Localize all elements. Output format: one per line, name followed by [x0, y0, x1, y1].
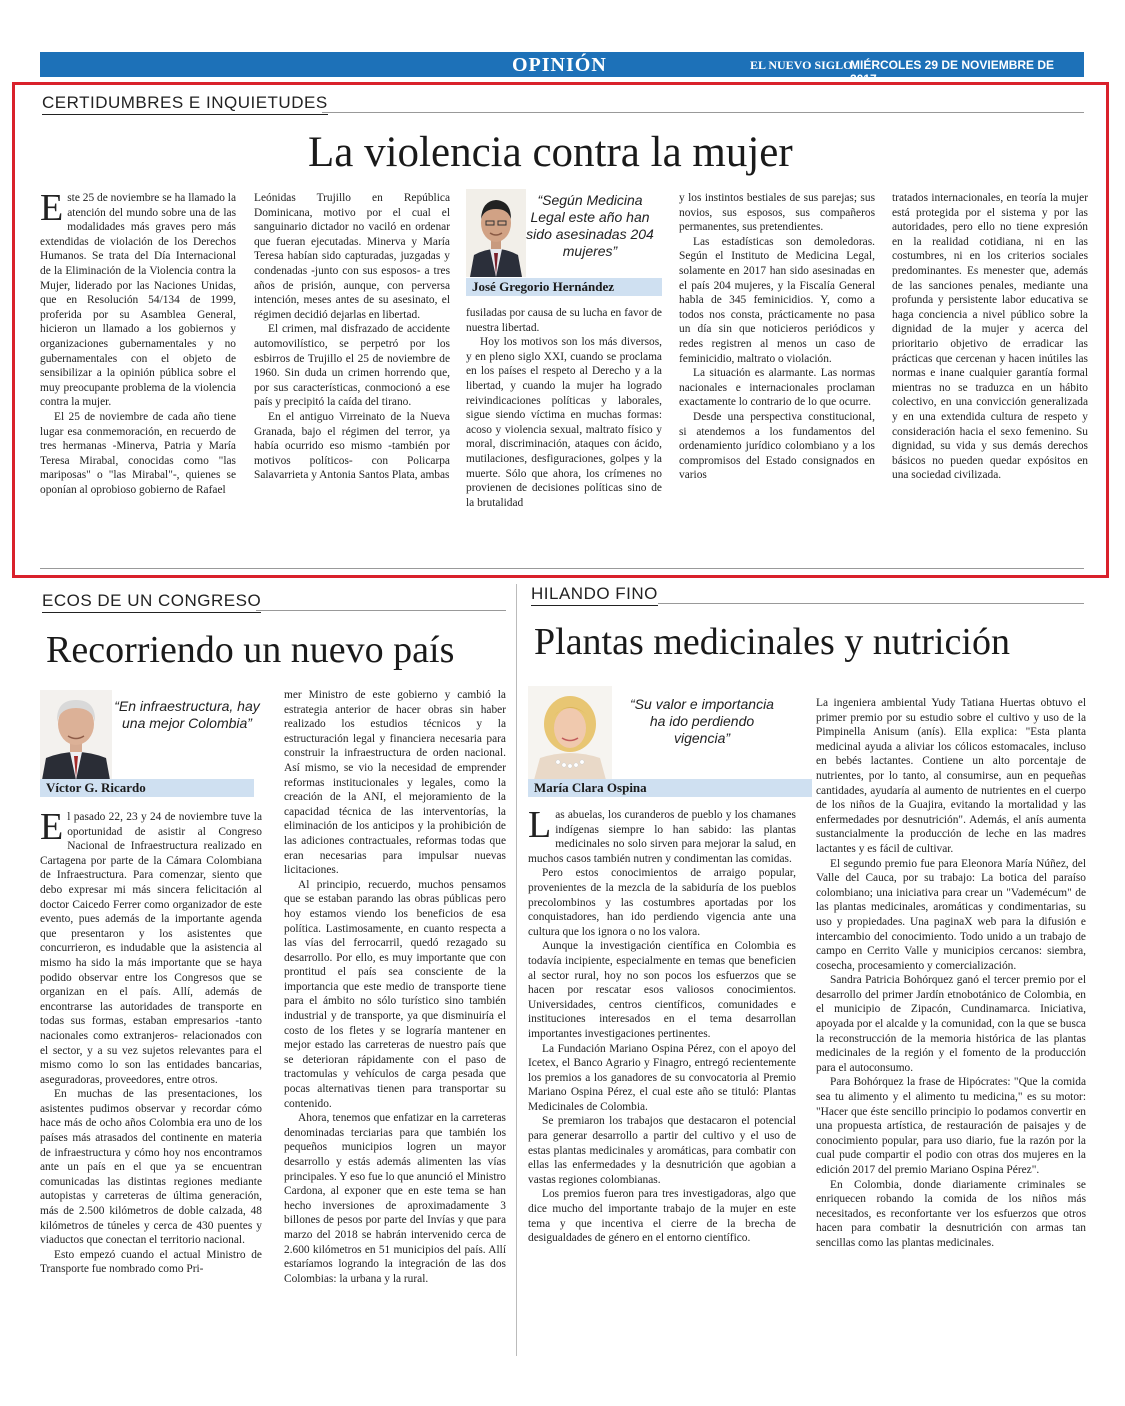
- paragraph: Esto empezó cuando el actual Ministro de Transporte fue nombrado como Pri-: [40, 1248, 262, 1276]
- author-byline: María Clara Ospina: [528, 779, 812, 797]
- paragraph: Aunque la investigación científica en Colombia es todavía incipiente, especialmente en temas que beneficien al sector rural, hoy no son pocos los esfuerzos que se hacen por rescatar esos valiosos conocimientos. Universidades, centros científicos, comunidades e instituciones interesados en el tema desarrollan importantes investigaciones pertinentes.: [528, 940, 796, 1040]
- author-photo: [466, 189, 526, 277]
- paragraph: fusiladas por causa de su lucha en favor de nuestra libertad.: [466, 307, 662, 334]
- article3-kicker: HILANDO FINO: [531, 584, 658, 606]
- paragraph: En muchas de las presentaciones, los asistentes pudimos observar y recordar cómo hace más de ocho años Colombia era uno de los países más atrasados del continente en materia de infraestructura y cómo hoy nos encontramos ante un país en el que ya se encuentran comunicadas las distintas regiones mediante autopistas y carreteras de última generación, más de 2.500 kilómetros de doble calzada, 48 kilómetros de túneles y cerca de 430 puentes y viaductos que conectan el territorio nacional.: [40, 1088, 262, 1247]
- article1-headline: La violencia contra la mujer: [308, 129, 793, 176]
- paragraph: ste 25 de noviembre se ha llamado la atención del mundo sobre una de las modalidades más graves pero más extendidas de violación de los Derechos Humanos. Se trata del Día Internacional de la Eliminación de la Violencia contra la Mujer, liderado por las Naciones Unidas, que en Resolución 54/134 de 1999, proferida por su Asamblea General, hicieron un llamado a los gobiernos y organizaciones gubernamentales y no gubernamentales con el objeto de sensibilizar a la opinión pública sobre el muy preocupante problema de la violencia contra la mujer.: [40, 192, 236, 409]
- section-divider: [40, 568, 1084, 569]
- paragraph: Hoy los motivos son los más diversos, y en pleno siglo XXI, cuando se proclama en los países el respeto al Derecho y a la libertad, y cuando la mujer ha logrado reivindicaciones políticas y laborales, sigue siendo víctima en muchas formas: acoso y violencia sexual, maltrato físico y moral, discriminación, ataques con ácido, mutilaciones, desfiguraciones, golpes y la muerte. Sólo que ahora, los crímenes no provienen de decisiones políticas sino de la brutalidad: [466, 336, 662, 509]
- paragraph: En Colombia, donde diariamente criminales se enriquecen robando la comida de los niños más necesitados, es reconfortante ver los esfuerzos que otros hacen para combatir la desnutrición con armas tan sencillas como las plantas medicinales.: [816, 1178, 1086, 1249]
- paragraph: La situación es alarmante. Las normas nacionales e internacionales proclaman exactamente lo contrario de lo que ocurre.: [679, 367, 875, 409]
- paragraph: as abuelas, los curanderos de pueblo y los chamanes indígenas siempre lo han sabido: las plantas medicinales no solo sirven para mejorar la salud, en muchos casos también nutren y condimentan las comidas.: [528, 809, 796, 865]
- dropcap: L: [528, 808, 552, 846]
- paragraph: La Fundación Mariano Ospina Pérez, con el apoyo del Icetex, el Banco Agrario y Finagro, entregó recientemente los premios a los ganadores de su convocatoria al Premio Mariano Ospina Pérez, el cual este año se tituló: Plantas Medicinales de Colombia.: [528, 1042, 796, 1113]
- dropcap: E: [40, 191, 64, 229]
- paragraph: Ahora, tenemos que enfatizar en la carreteras denominadas terciarias para que también los pequeños municipios logren un mayor desarrollo y estás además alimenten las vías principales. Y eso fue lo que anunció el Ministro Cardona, al exponer que en este tema se han hecho inversiones de aproximadamente 3 billones de pesos por parte del Invías y que para marzo del 2018 se habrán intervenido cerca de 2.600 kilómetros en 51 municipios del país. Allí estaríamos logrando la integración de las dos Colombias: la urbana y la rural.: [284, 1112, 506, 1285]
- masthead-bar: [40, 52, 1118, 86]
- paragraph: Pero estos conocimientos de arraigo popular, provenientes de la mezcla de la sabiduría de los pueblos precolombinos y las costumbres aportadas por los conquistadores, han ido perdiendo vigencia ante una cultura que los ignora o no los valora.: [528, 867, 796, 938]
- article2-column-1: [40, 810, 262, 1355]
- dropcap: E: [40, 810, 64, 848]
- paragraph: El crimen, mal disfrazado de accidente automovilístico, se perpetró por los esbirros de Trujillo el 25 de noviembre de 1960. Sin duda un crimen horrendo que, por sus características, conmocionó a ese país y precipitó la caída del tirano.: [254, 323, 450, 409]
- paragraph: En el antiguo Virreinato de la Nueva Granada, bajo el régimen del terror, ya había ocurrido eso mismo -también por motivos políticos- con Policarpa Salavarrieta y Antonia Santos Plata, ambas: [254, 410, 450, 482]
- paragraph: La ingeniera ambiental Yudy Tatiana Huertas obtuvo el primer premio por su estudio sobre el cultivo y uso de la Pimpinella Anisum (anís). Ella explica: "Esta planta medicinal ayuda a aliviar los cólicos estomacales, incluso en bebés lactantes. Contiene un alto porcentaje de nutrientes, por lo tanto, al consumirse, aun en pequeñas cantidades, ayudaría al aumento de nutrientes en el cuerpo de los niños de la Guajira, evitando la mortalidad y las enfermedades por desnutrición". Además, el anís aumenta sustancialmente la producción de leche en las madres lactantes y es fácil de cultivar.: [816, 697, 1086, 855]
- paragraph: Al principio, recuerdo, muchos pensamos que se estaban parando las obras públicas pero hoy estamos viendo los beneficios de esa política. Lastimosamente, en cuanto respecta a las vías del ferrocarril, quedó rezagado su desarrollo. Por ello, es muy importante que con prontitud el país sea consciente de la importancia que este medio de transporte tiene para el ámbito no sólo turístico sino también industrial y de transporte, ya que disminuiría el costo de los fletes y se lograría mantener en mejor estado las carreteras de nuestro país que se deterioran rápidamente con el paso de tractomulas y vehículos de carga pesada que pocas alternativas tienen para transportar su contenido.: [284, 878, 506, 1110]
- pull-quote: “En infraestructura, hay una mejor Colombia”: [114, 698, 260, 731]
- kicker-rule: [658, 603, 1084, 604]
- article3-column-1: [528, 808, 796, 1355]
- author-photo: [40, 690, 112, 780]
- pull-quote: “Según Medicina Legal este año han sido asesinadas 204 mujeres”: [526, 192, 654, 259]
- article2-headline: Recorriendo un nuevo país: [46, 629, 455, 671]
- paragraph: y los instintos bestiales de sus parejas; sus novios, sus esposos, sus compañeros permanentes, sus pretendientes.: [679, 192, 875, 234]
- paragraph: Se premiaron los trabajos que destacaron el potencial para generar desarrollo a partir del cultivo y el uso de estas plantas medicinales y aromáticas, para combatir con ellas las enfermedades y la desnutrición que agobian a vastas regiones colombianas.: [528, 1115, 796, 1186]
- paragraph: Los premios fueron para tres investigadoras, algo que dice mucho del importante trabajo de la mujer en este tema y que incentiva el cierre de la brecha de desigualdades de género en el entorno científico.: [528, 1188, 796, 1245]
- article1-column-5: [892, 191, 1088, 559]
- author-byline: José Gregorio Hernández: [466, 278, 662, 296]
- article2-kicker: ECOS DE UN CONGRESO: [42, 591, 261, 613]
- paragraph: El 25 de noviembre de cada año tiene lugar esa conmemoración, en recuerdo de tres hermanas -Minerva, Patria y María Teresa Mirabal, conocidas como "las mariposas" o "las Mirabal"-, quienes se oponían al oprobioso gobierno de Rafael: [40, 410, 236, 496]
- section-name: OPINIÓN: [512, 54, 607, 76]
- article1-kicker: CERTIDUMBRES E INQUIETUDES: [42, 93, 328, 115]
- article1-column-2: [254, 191, 450, 559]
- pull-quote: “Su valor e importancia ha ido perdiendo vigencia”: [630, 696, 774, 746]
- newspaper-name: EL NUEVO SIGLO: [750, 58, 853, 72]
- paragraph: mer Ministro de este gobierno y cambió la estrategia anterior de hacer obras sin haber realizado los estudios técnicos y la estructuración legal y financiera necesaria para construir la infraestructura de orden nacional. Así mismo, se vio la necesidad de emprender reformas institucionales y legales, como la creación de la ANI, el mejoramiento de la capacidad técnica de las interventorías, la eliminación de los anticipos y la prohibición de las adiciones contractuales, reformas todas que eran necesarias para impulsar nuevas licitaciones.: [284, 689, 506, 877]
- article2-column-2: [284, 688, 506, 1355]
- author-photo: [528, 686, 612, 780]
- issue-date: MIÉRCOLES 29 DE NOVIEMBRE DE 2017: [850, 58, 1055, 86]
- paragraph: Leónidas Trujillo en República Dominicana, motivo por el cual el sanguinario dictador no vaciló en ordenar que fueran ejecutadas. Minerva y María Teresa habían sido capturadas, juzgadas y condenadas -junto con sus esposos- a tres años de prisión, aunque, con perversa intención, meses antes de su asesinato, el régimen decidió dejarlas en libertad.: [254, 192, 450, 321]
- article3-headline: Plantas medicinales y nutrición: [534, 621, 1010, 663]
- paragraph: Las estadísticas son demoledoras. Según el Instituto de Medicina Legal, solamente en 2017 han sido asesinadas en el país 204 mujeres, y la Fiscalía General habla de 345 feminicidios. Y, como a todos nos consta, prácticamente no pasa un día sin que noticieros periódicos y redes registren al menos un caso de feminicidio, maltrato o violación.: [679, 235, 875, 365]
- paragraph: Sandra Patricia Bohórquez ganó el tercer premio por el desarrollo del primer Jardín etnobotánico de Colombia, en el municipio de Zipacón, Cundinamarca. Iniciativa, apoyada por el alcalde y la comunidad, con la que se busca la reconstrucción de la memoria histórica de las plantas medicinales de la región y el fomento de la producción para el autoconsumo.: [816, 974, 1086, 1074]
- author-byline: Víctor G. Ricardo: [40, 779, 254, 797]
- paragraph: tratados internacionales, en teoría la mujer está protegida por el sistema y por las autoridades, pero ello no tiene expresión en la realidad cotidiana, ni en las costumbres, ni en los criterios sociales predominantes. Es menester que, además de las sanciones penales, mediante una profunda y persistente labor educativa se haga conciencia a nivel público sobre la dignidad de la mujer y acerca del prioritario objetivo de erradicar las prácticas que cercenan y hacen inútiles las normas e inane cualquier garantía formal mientras no se traduzca en un hábito colectivo, en una convicción generalizada y en una extendida cultura de respeto y consideración hacia el sexo femenino. Su dignidad, su vida y sus demás derechos básicos no pueden quedar expósitos en una sociedad civilizada.: [892, 192, 1088, 482]
- paragraph: Desde una perspectiva constitucional, si atendemos a los fundamentos del ordenamiento jurídico colombiano y a los compromisos del Estado consignados en varios: [679, 410, 875, 482]
- column-divider: [516, 584, 517, 1356]
- paragraph: El segundo premio fue para Eleonora María Núñez, del Valle del Cauca, por su trabajo: La botica del paraíso colombiano; una iniciativa para crear un "Vademécum" de las plantas medicinales, aromáticas y condimentarias, su uso y propiedades. Una paginaX web para la difusión e intercambio del conocimiento. Todo unido a un trabajo de campo en Cerrito Valle y municipios cercanos: siembra, cosecha, procesamiento y comercialización.: [816, 857, 1086, 972]
- paragraph: l pasado 22, 23 y 24 de noviembre tuve la oportunidad de asistir al Congreso Nacional de Infraestructura realizado en Cartagena por parte de la Cámara Colombiana de Infraestructura. Para comenzar, siento que debo expresar mi más sincera felicitación al doctor Caicedo Ferrer como organizador de este evento, pues además de la importante agenda que presentaron y los asistentes que concurrieron, es indudable que la asistencia al mismo ha sido la más importante que se haya podido observar entre los Congresos que se organizan en el país. Allí, además de encontrarse las autoridades de transporte en todas sus formas, estaban empresarios -tanto nacionales como extranjeros- relacionados con el sector, y a su vez sujetos relevantes para el mismo como lo son las entidades bancarias, aseguradoras, proveedores, entre otros.: [40, 811, 262, 1086]
- page-number: 9A: [1092, 52, 1118, 74]
- paragraph: Para Bohórquez la frase de Hipócrates: "Que la comida sea tu alimento y el alimento tu medicina," es su motor: "Hacer que éste sencillo principio lo podamos convertir en una propuesta artística, de restauración de paisajes y de conocimiento popular, para uso diario, fue la razón por la cual pude compartir el podio con otras dos mujeres en la edición 2017 del premio Mariano Ospina Pérez".: [816, 1076, 1086, 1176]
- article1-column-4: [679, 191, 875, 559]
- article3-column-2: [816, 696, 1086, 1355]
- kicker-rule: [256, 610, 506, 611]
- article1-column-1: [40, 191, 236, 559]
- kicker-rule: [322, 112, 1084, 113]
- article1-column-3: [466, 306, 662, 559]
